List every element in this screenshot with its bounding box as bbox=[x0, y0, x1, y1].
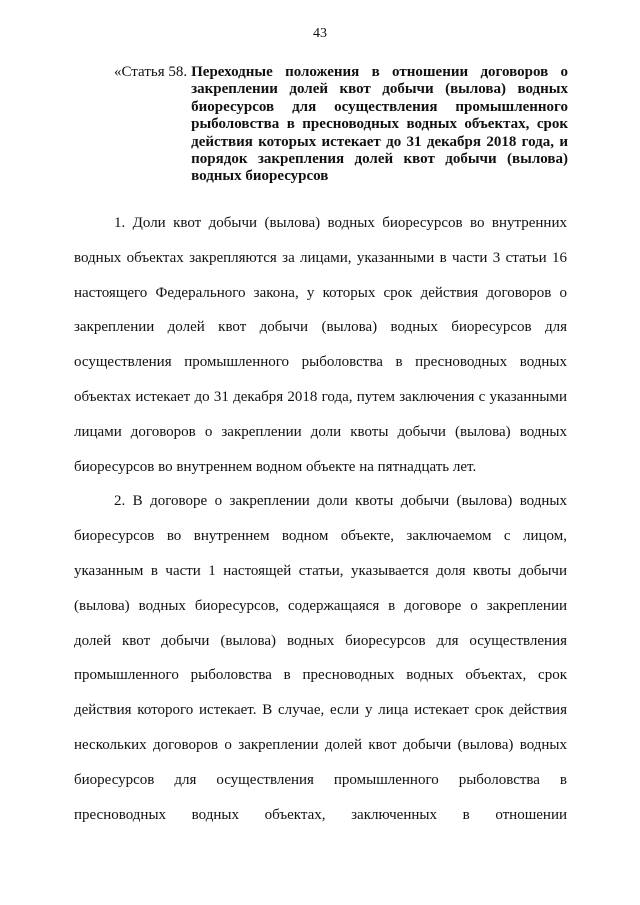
article-body bbox=[74, 206, 567, 832]
article-heading bbox=[114, 64, 568, 186]
article-number: «Статья 58. bbox=[114, 64, 188, 80]
page-number: 43 bbox=[313, 26, 327, 41]
article-title: Переходные положения в отношении договоров о закреплении долей квот добычи (вылова) водных биоресурсов для осуществления промышленного рыболовства в пресноводных водных объектах, срок действия которых истекает до 31 декабря 2018 года, и порядок закрепления долей квот добычи (вылова) водных биоресурсов bbox=[191, 64, 568, 185]
paragraph-1: 1. Доли квот добычи (вылова) водных биоресурсов во внутренних водных объектах закрепляются за лицами, указанными в части 3 статьи 16 настоящего Федерального закона, у которых срок действия договоров о закреплении долей квот добычи (вылова) водных биоресурсов для осуществления промышленного рыболовства в пресноводных водных объектах истекает до 31 декабря 2018 года, путем заключения с указанными лицами договоров о закреплении доли квоты добычи (вылова) водных биоресурсов во внутреннем водном объекте на пятнадцать лет. bbox=[74, 215, 567, 475]
paragraph-2: 2. В договоре о закреплении доли квоты добычи (вылова) водных биоресурсов во внутреннем водном объекте, заключаемом с лицом, указанным в части 1 настоящей статьи, указывается доля квоты добычи (вылова) водных биоресурсов, содержащаяся в договоре о закреплении долей квот добычи (вылова) водных биоресурсов для осуществления промышленного рыболовства в пресноводных водных объектах, срок действия которого истекает. В случае, если у лица истекает срок действия нескольких договоров о закреплении долей квот добычи (вылова) водных биоресурсов для осуществления промышленного рыболовства в пресноводных водных объектах, заключенных в отношении bbox=[74, 493, 567, 823]
